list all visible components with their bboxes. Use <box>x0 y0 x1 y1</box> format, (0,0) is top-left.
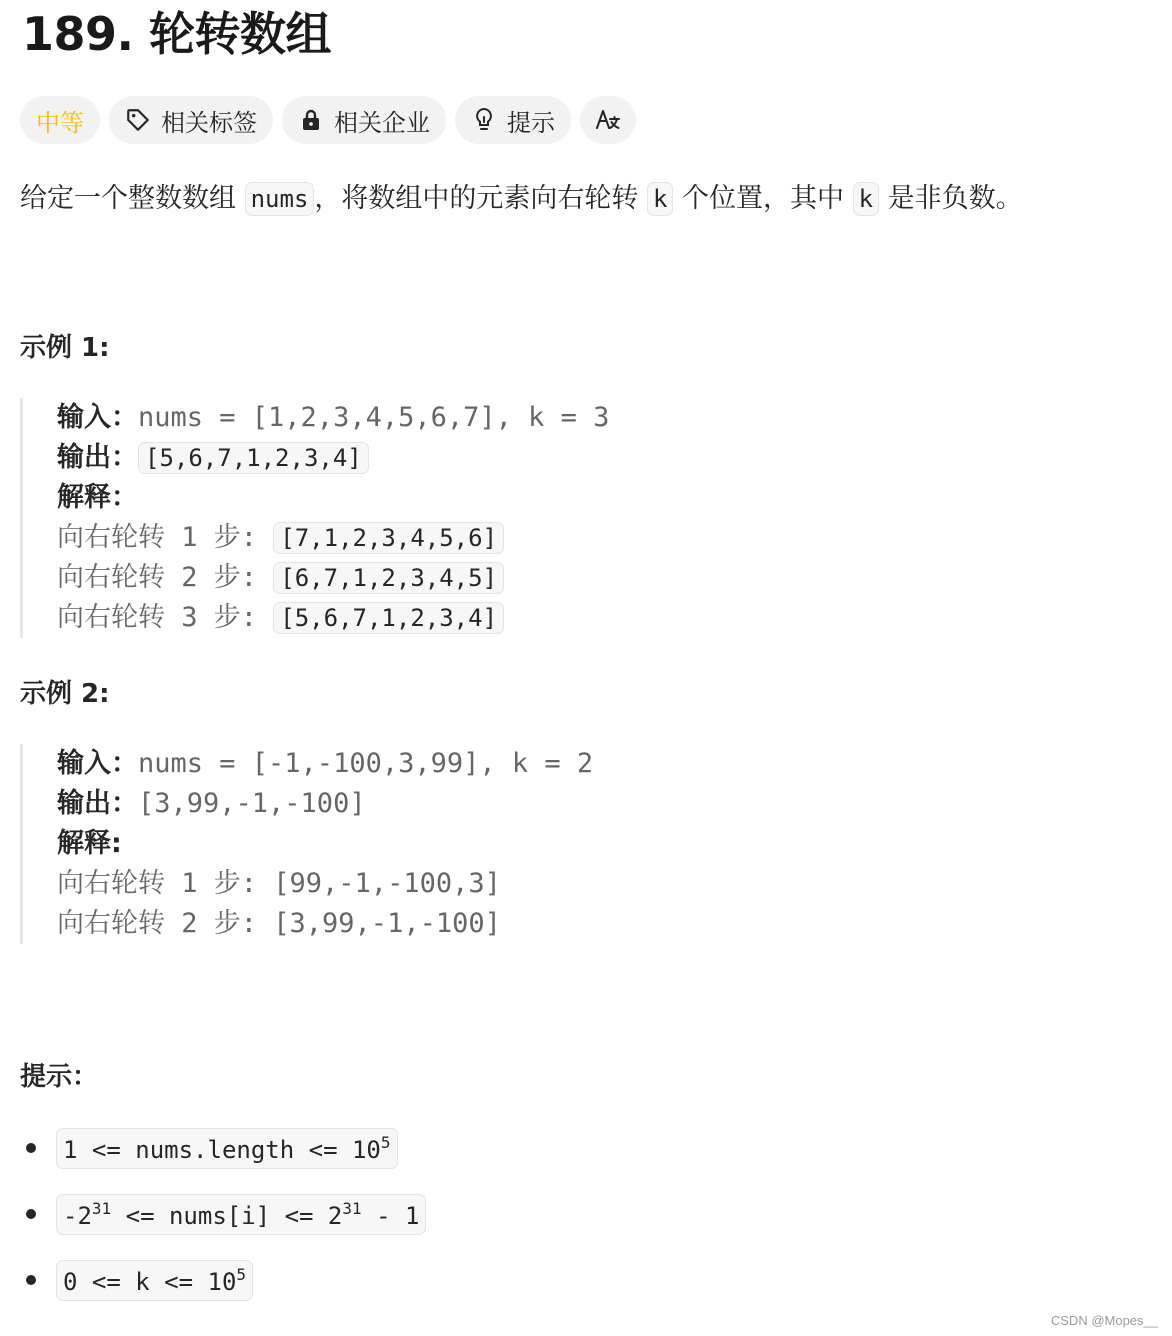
tag-icon <box>125 107 151 133</box>
difficulty-label: 中等 <box>36 108 84 137</box>
description-text: 给定一个整数数组 <box>20 183 245 214</box>
example-2-block <box>20 744 593 944</box>
translate-icon <box>595 107 621 133</box>
description-text: ，将数组中的元素向右轮转 <box>314 183 647 214</box>
constraint-text: <= nums[i] <= 2 <box>111 1201 343 1230</box>
constraint-exponent: 5 <box>380 1132 391 1152</box>
step-text: 向右轮转 3 步: <box>57 602 274 633</box>
example-2-output <box>57 784 593 824</box>
constraint-item <box>22 1194 426 1234</box>
example-1-step <box>57 558 609 598</box>
explain-label: 解释: <box>57 828 122 859</box>
related-companies-label: 相关企业 <box>334 108 430 137</box>
explain-label: 解释： <box>57 482 138 513</box>
inline-code-k: k <box>853 182 879 216</box>
hint-button[interactable] <box>455 96 571 144</box>
step-text: 向右轮转 1 步: <box>57 522 274 553</box>
constraint-text: 1 <= nums.length <= 10 <box>63 1135 381 1164</box>
constraint-exponent: 31 <box>342 1198 362 1218</box>
step-value: [6,7,1,2,3,4,5] <box>273 562 504 594</box>
example-1-explain <box>57 478 609 518</box>
output-value: [3,99,-1,-100] <box>138 788 366 819</box>
output-label: 输出： <box>57 788 138 819</box>
example-1-input <box>57 398 609 438</box>
constraint-code <box>56 1194 426 1235</box>
description-text: 是非负数。 <box>879 183 1023 214</box>
watermark: CSDN @Mopes__ <box>1050 1313 1158 1328</box>
constraint-exponent: 31 <box>91 1198 112 1218</box>
inline-code-k: k <box>647 182 673 216</box>
related-tags-button[interactable] <box>109 96 273 144</box>
related-tags-label: 相关标签 <box>161 108 257 137</box>
constraint-text: 0 <= k <= 10 <box>63 1267 237 1296</box>
output-label: 输出： <box>57 442 138 473</box>
lightbulb-icon <box>471 107 497 133</box>
input-value: nums = [1,2,3,4,5,6,7], k = 3 <box>138 402 610 433</box>
constraint-item <box>22 1128 426 1168</box>
bullet-icon <box>26 1143 36 1153</box>
step-text: 向右轮转 2 步: <box>57 562 274 593</box>
constraint-item <box>22 1260 426 1300</box>
constraint-text: - 1 <box>361 1201 420 1230</box>
problem-title: 189. 轮转数组 <box>22 7 332 61</box>
inline-code-nums: nums <box>245 182 315 216</box>
constraints-heading: 提示： <box>20 1062 99 1092</box>
input-label: 输入： <box>57 402 138 433</box>
difficulty-badge <box>20 96 100 144</box>
example-2-step <box>57 904 593 944</box>
constraint-text: -2 <box>63 1201 92 1230</box>
related-companies-button[interactable] <box>282 96 446 144</box>
example-2-step <box>57 864 593 904</box>
constraint-code <box>56 1128 398 1169</box>
example-1-step <box>57 518 609 558</box>
hint-label: 提示 <box>507 108 555 137</box>
step-value: [7,1,2,3,4,5,6] <box>273 522 504 554</box>
example-1-step <box>57 598 609 638</box>
bullet-icon <box>26 1275 36 1285</box>
example-2-input <box>57 744 593 784</box>
input-value: nums = [-1,-100,3,99], k = 2 <box>138 748 594 779</box>
input-label: 输入： <box>57 748 138 779</box>
output-value: [5,6,7,1,2,3,4] <box>138 442 369 474</box>
translate-button[interactable] <box>580 96 636 144</box>
example-2-explain <box>57 824 593 864</box>
example-1-block <box>20 398 609 638</box>
problem-description <box>20 176 1023 222</box>
example-2-heading: 示例 2: <box>20 679 110 709</box>
constraint-exponent: 5 <box>236 1264 247 1284</box>
step-text: 向右轮转 1 步: [99,-1,-100,3] <box>57 868 501 899</box>
example-1-output <box>57 438 609 478</box>
tag-bar <box>20 96 636 144</box>
lock-icon <box>298 107 324 133</box>
example-1-heading: 示例 1: <box>20 333 110 363</box>
constraints-list <box>22 1128 426 1326</box>
bullet-icon <box>26 1209 36 1219</box>
step-text: 向右轮转 2 步: [3,99,-1,-100] <box>57 908 501 939</box>
constraint-code <box>56 1260 253 1301</box>
step-value: [5,6,7,1,2,3,4] <box>273 602 504 634</box>
description-text: 个位置，其中 <box>673 183 853 214</box>
